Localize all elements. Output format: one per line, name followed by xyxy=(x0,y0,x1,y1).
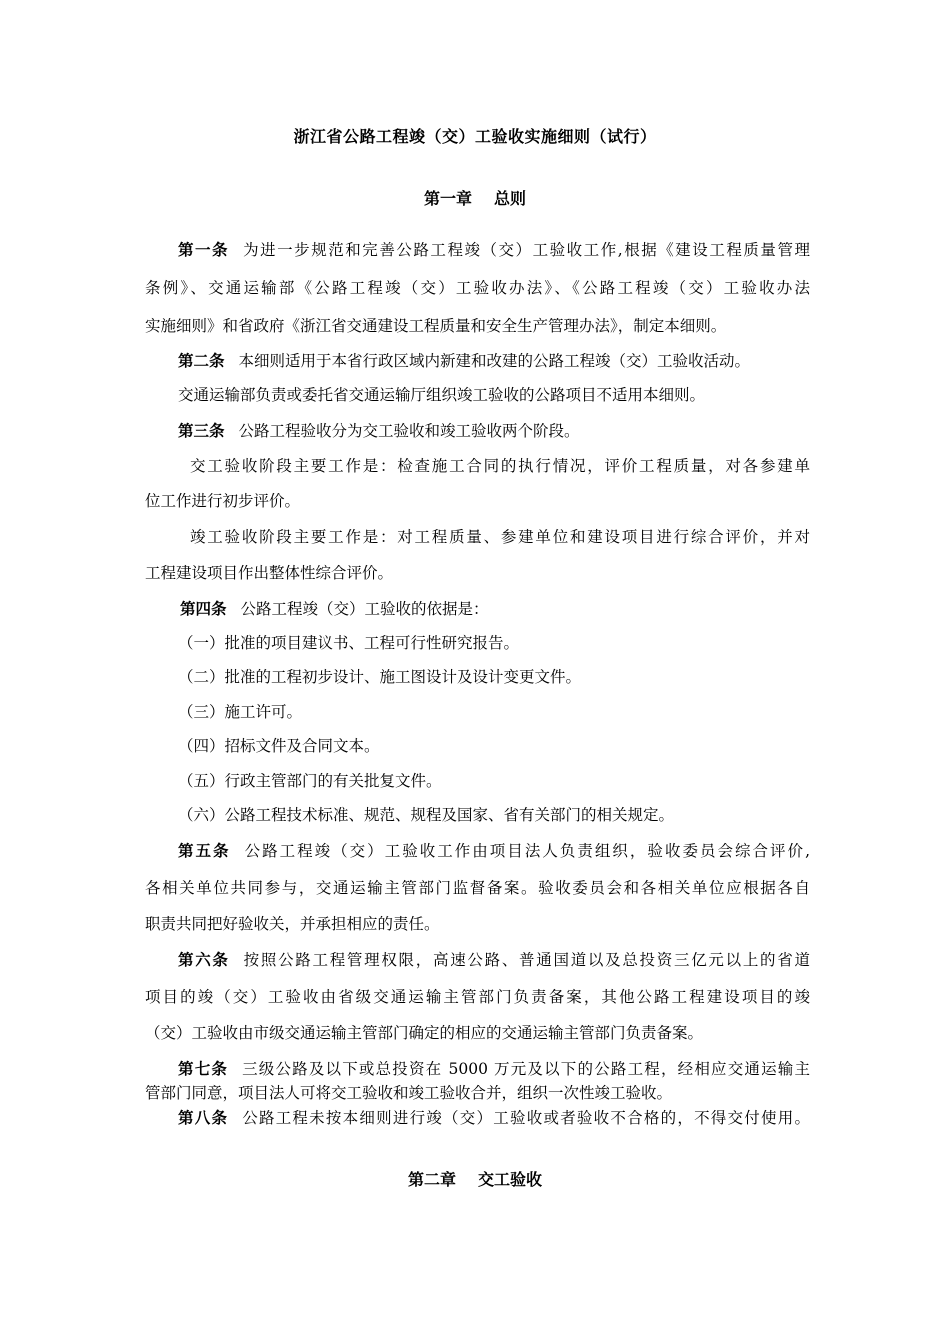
chapter-1-name: 总则 xyxy=(494,189,527,208)
list-item: （一）批准的项目建议书、工程可行性研究报告。 xyxy=(178,634,520,652)
article-7-line-1 xyxy=(178,1059,810,1079)
article-label: 第三条 xyxy=(178,421,225,440)
article-text: 为进一步规范和完善公路工程竣（交）工验收工作,根据《建设工程质量管理 xyxy=(243,241,810,259)
chapter-1-number: 第一章 xyxy=(423,189,472,208)
article-text: 公路工程竣（交）工验收的依据是： xyxy=(240,600,489,618)
article-label: 第六条 xyxy=(178,950,230,969)
article-1-line-1 xyxy=(178,240,810,260)
document-title: 浙江省公路工程竣（交）工验收实施细则（试行） xyxy=(293,127,657,146)
article-text: 本细则适用于本省行政区域内新建和改建的公路工程竣（交）工验收活动。 xyxy=(238,352,751,370)
article-2-line-1 xyxy=(178,351,810,371)
list-item: （五）行政主管部门的有关批复文件。 xyxy=(178,772,442,790)
article-text: 按照公路工程管理权限，高速公路、普通国道以及总投资三亿元以上的省道 xyxy=(243,951,810,969)
list-item: （二）批准的工程初步设计、施工图设计及设计变更文件。 xyxy=(178,668,582,686)
article-3-para-1-line-2: 位工作进行初步评价。 xyxy=(145,492,301,510)
article-text: 公路工程竣（交）工验收工作由项目法人负责组织，验收委员会综合评价, xyxy=(244,842,810,860)
article-3-para-2-line-2: 工程建设项目作出整体性综合评价。 xyxy=(145,564,394,582)
article-5-line-2: 各相关单位共同参与，交通运输主管部门监督备案。验收委员会和各相关单位应根据各自 xyxy=(145,879,810,897)
article-4-line-1 xyxy=(180,599,845,619)
article-2-line-2: 交通运输部负责或委托省交通运输厅组织竣工验收的公路项目不适用本细则。 xyxy=(178,386,706,404)
article-1-line-3: 实施细则》和省政府《浙江省交通建设工程质量和安全生产管理办法》，制定本细则。 xyxy=(145,317,727,335)
article-6-line-2: 项目的竣（交）工验收由省级交通运输主管部门负责备案，其他公路工程建设项目的竣 xyxy=(145,988,810,1006)
article-text: 公路工程未按本细则进行竣（交）工验收或者验收不合格的，不得交付使用。 xyxy=(242,1109,810,1127)
article-5-line-3: 职责共同把好验收关，并承担相应的责任。 xyxy=(145,915,440,933)
article-5-line-1 xyxy=(178,841,810,861)
article-text: 三级公路及以下或总投资在 5000 万元及以下的公路工程，经相应交通运输主 xyxy=(242,1060,810,1078)
chapter-2-number: 第二章 xyxy=(407,1170,456,1189)
article-label: 第一条 xyxy=(178,240,230,259)
list-item: （六）公路工程技术标准、规范、规程及国家、省有关部门的相关规定。 xyxy=(178,806,675,824)
article-6-line-3: （交）工验收由市级交通运输主管部门确定的相应的交通运输主管部门负责备案。 xyxy=(145,1024,704,1042)
article-label: 第五条 xyxy=(178,841,231,860)
article-1-line-2: 条例》、交通运输部《公路工程竣（交）工验收办法》、《公路工程竣（交）工验收办法 xyxy=(145,279,810,297)
article-label: 第八条 xyxy=(178,1108,229,1127)
article-label: 第七条 xyxy=(178,1059,229,1078)
article-3-para-1-line-1: 交工验收阶段主要工作是：检查施工合同的执行情况，评价工程质量，对各参建单 xyxy=(190,457,810,475)
chapter-1-heading xyxy=(0,186,950,209)
article-label: 第二条 xyxy=(178,351,225,370)
article-3-line-1 xyxy=(178,421,843,441)
list-item: （三）施工许可。 xyxy=(178,703,303,721)
chapter-2-heading xyxy=(0,1167,950,1190)
article-6-line-1 xyxy=(178,950,810,970)
article-text: 公路工程验收分为交工验收和竣工验收两个阶段。 xyxy=(238,422,580,440)
article-8-line-1 xyxy=(178,1108,810,1128)
article-7-line-2: 管部门同意，项目法人可将交工验收和竣工验收合并，组织一次性竣工验收。 xyxy=(145,1084,673,1102)
list-item: （四）招标文件及合同文本。 xyxy=(178,737,380,755)
article-label: 第四条 xyxy=(180,599,227,618)
article-3-para-2-line-1: 竣工验收阶段主要工作是：对工程质量、参建单位和建设项目进行综合评价，并对 xyxy=(190,528,810,546)
chapter-2-name: 交工验收 xyxy=(478,1170,543,1189)
